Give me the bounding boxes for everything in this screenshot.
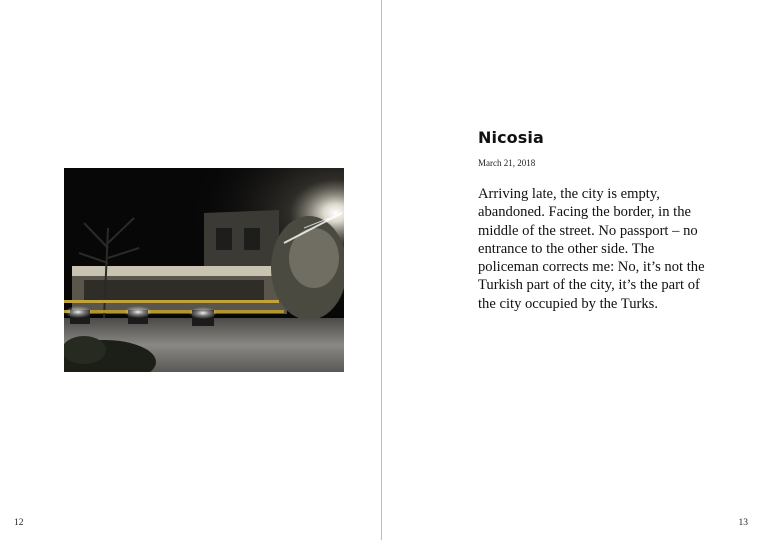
right-page: [382, 0, 764, 540]
page-number-left: 12: [14, 518, 24, 528]
night-street-photo: [64, 168, 344, 372]
entry-title: Nicosia: [478, 128, 544, 147]
page-number-right: 13: [738, 518, 748, 528]
photo-image: [64, 168, 344, 372]
left-page: [0, 0, 381, 540]
entry-date: March 21, 2018: [478, 158, 536, 168]
entry-body: Arriving late, the city is empty, abandoned. Facing the border, in the middle of the street. No passport – no entrance to the other side. The policeman corrects me: No, it’s not the Turkish part of the city, it’s the part of the city occupied by the Turks.: [478, 186, 705, 312]
